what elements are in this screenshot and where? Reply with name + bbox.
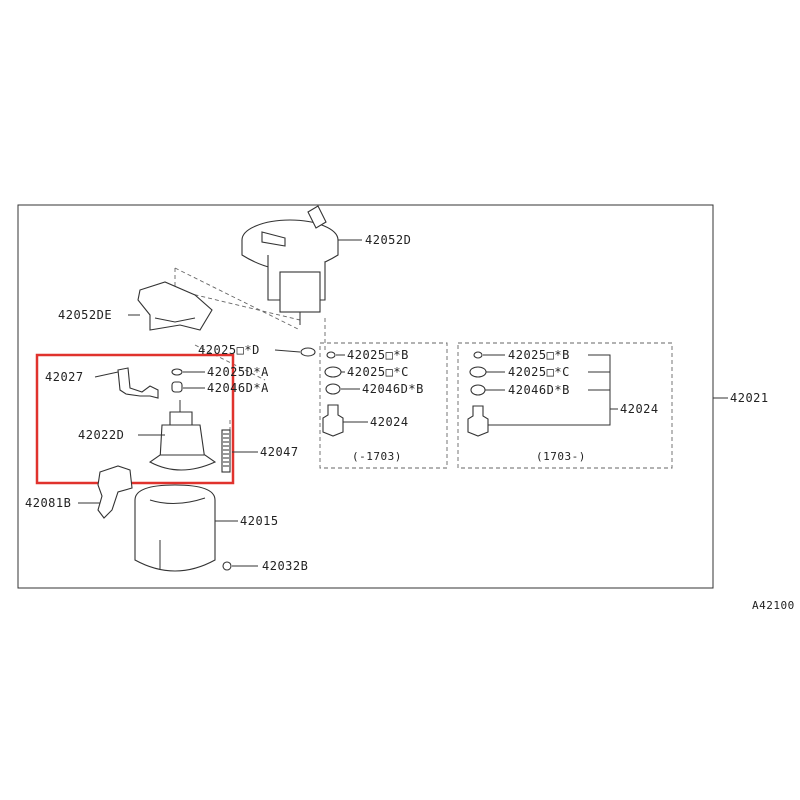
label-right-42025-C: 42025□*C — [508, 365, 570, 379]
mid-oring — [325, 367, 341, 377]
label-mid-42025-C: 42025□*C — [347, 365, 409, 379]
mid-ring-small — [327, 352, 335, 358]
label-42052DE: 42052DE — [58, 308, 113, 322]
label-mid-range: (-1703) — [352, 450, 402, 463]
label-mid-42046D-B: 42046D*B — [362, 382, 424, 396]
label-right-42025-B: 42025□*B — [508, 348, 570, 362]
label-42027: 42027 — [45, 370, 84, 384]
bracket-part — [138, 282, 212, 330]
gasket-ring — [301, 348, 315, 356]
label-42081B: 42081B — [25, 496, 72, 510]
label-42047: 42047 — [260, 445, 299, 459]
label-42046D-A: 42046D*A — [207, 381, 269, 395]
label-right-range: (1703-) — [536, 450, 586, 463]
label-mid-42025-B: 42025□*B — [347, 348, 409, 362]
pump-module-top — [242, 206, 338, 325]
label-right-42024: 42024 — [620, 402, 659, 416]
label-42025D-A: 42025D*A — [207, 365, 269, 379]
label-42025D-D: 42025□*D — [198, 343, 260, 357]
label-42021: 42021 — [730, 391, 769, 405]
screw — [223, 562, 231, 570]
diagram-frame — [18, 205, 713, 588]
right-ring-small — [474, 352, 482, 358]
right-pressure-regulator — [468, 406, 488, 436]
diagram-code: A42100 — [752, 599, 795, 612]
right-seal — [471, 385, 485, 395]
label-mid-42024: 42024 — [370, 415, 409, 429]
label-right-42046D-B: 42046D*B — [508, 383, 570, 397]
label-42022D: 42022D — [78, 428, 125, 442]
reservoir-cup — [135, 485, 215, 571]
clamp-part — [98, 466, 132, 518]
label-42015: 42015 — [240, 514, 279, 528]
label-42032B: 42032B — [262, 559, 309, 573]
mid-seal — [326, 384, 340, 394]
mid-pressure-regulator — [323, 405, 343, 436]
right-oring — [470, 367, 486, 377]
small-ring — [172, 369, 182, 375]
small-cap — [172, 382, 182, 392]
wire-harness — [118, 368, 158, 398]
label-42052D: 42052D — [365, 233, 412, 247]
